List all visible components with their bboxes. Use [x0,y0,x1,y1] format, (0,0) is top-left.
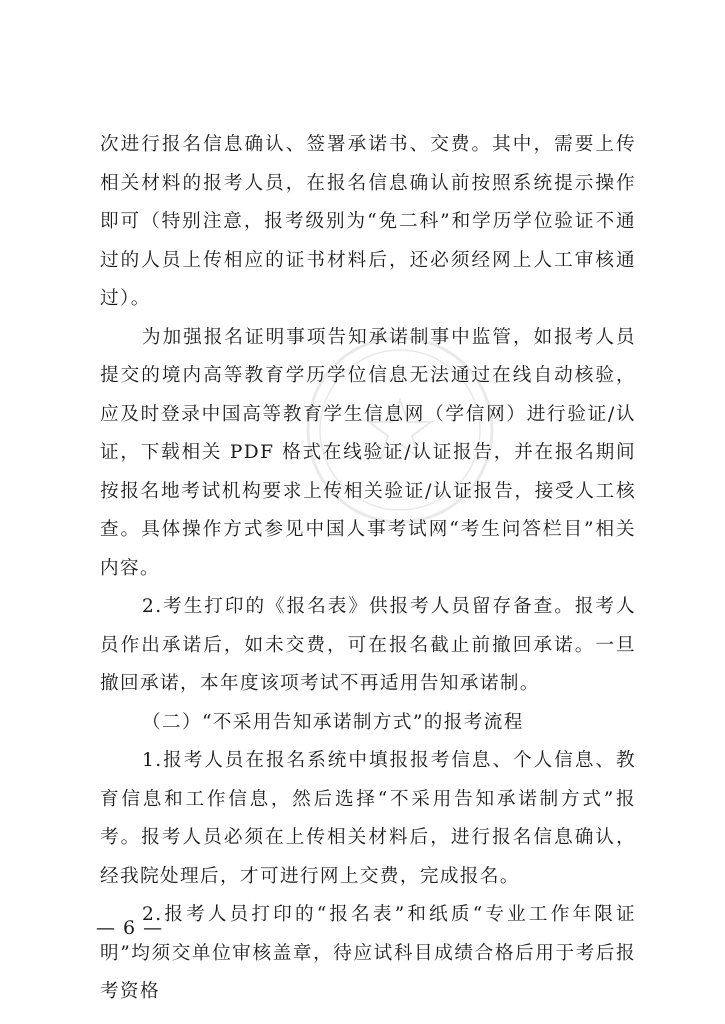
paragraph-item-2-print-form: 2.考生打印的《报名表》供报考人员留存备查。报考人员作出承诺后，如未交费，可在报名截止前撤回承诺。一旦撤回承诺，本年度该项考试不再适用告知承诺制。 [100,596,636,694]
paragraph-item-2-certification: 2.报考人员打印的“报名表”和纸质“专业工作年限证明”均须交单位审核盖章，待应试科目成绩合格后用于考后报考资格 [100,904,636,1002]
page-number: — 6 — [96,917,164,939]
paragraph-continuation: 次进行报名信息确认、签署承诺书、交费。其中，需要上传相关材料的报考人员，在报名信息确认前按照系统提示操作即可（特别注意，报考级别为“免二科”和学历学位验证不通过的人员上传相应的证书材料后，还必须经网上人工审核通过）。 [100,134,636,309]
paragraph-supervision: 为加强报名证明事项告知承诺制事中监管，如报考人员提交的境内高等教育学历学位信息无法通过在线自动核验，应及时登录中国高等教育学生信息网（学信网）进行验证/认证，下载相关 PDF 格式在线验证/认证报告，并在报名期间按报名地考试机构要求上传相关验证/认证报告，接受人工核查。具体操作方式参见中国人事考试网“考生问答栏目”相关内容。 [100,326,636,579]
section-heading-2: （二）“不采用告知承诺制方式”的报考流程 [142,711,524,733]
paragraph-item-1-registration: 1.报考人员在报名系统中填报报考信息、个人信息、教育信息和工作信息，然后选择“不采用告知承诺制方式”报考。报考人员必须在上传相关材料后，进行报名信息确认，经我院处理后，才可进行网上交费，完成报名。 [100,750,636,887]
body-text [100,126,636,1012]
